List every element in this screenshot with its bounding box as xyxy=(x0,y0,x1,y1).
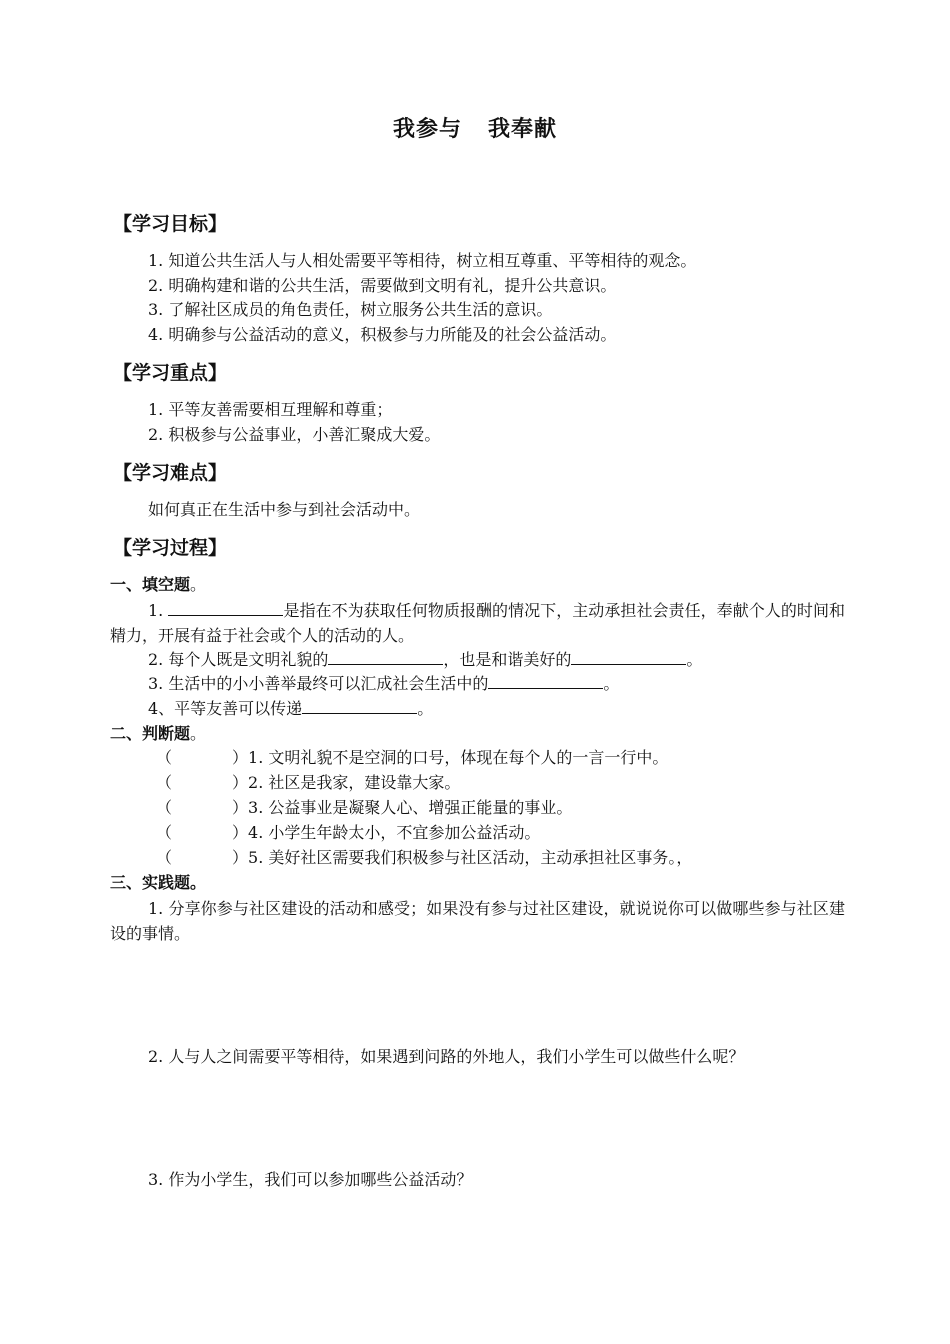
practice-question-1: 1. 分享你参与社区建设的活动和感受；如果没有参与过社区建设，就说说你可以做哪些参与社区建设的事情。 xyxy=(110,899,845,943)
answer-blank[interactable] xyxy=(488,674,603,689)
practice-label: 三、实践题。 xyxy=(110,873,207,892)
title-part-2: 我奉献 xyxy=(488,116,558,142)
key-point-item: 1. 平等友善需要相互理解和尊重； xyxy=(148,400,393,419)
difficulties-heading: 【学习难点】 xyxy=(113,462,228,484)
difficulty-text: 如何真正在生活中参与到社会活动中。 xyxy=(148,500,421,519)
judgment-item: （ ）4. 小学生年龄太小，不宜参加公益活动。 xyxy=(156,823,541,842)
title-part-1: 我参与 xyxy=(392,116,462,142)
objective-item: 2. 明确构建和谐的公共生活，需要做到文明有礼，提升公共意识。 xyxy=(148,276,617,295)
judgment-label: 二、判断题。 xyxy=(110,724,207,743)
key-point-item: 2. 积极参与公益事业，小善汇聚成大爱。 xyxy=(148,425,441,444)
practice-question-3: 3. 作为小学生，我们可以参加哪些公益活动？ xyxy=(148,1170,473,1189)
fill-blank-question-3: 3. 生活中的小小善举最终可以汇成社会生活中的 。 xyxy=(148,674,620,693)
key-points-heading: 【学习重点】 xyxy=(113,362,228,384)
answer-blank[interactable] xyxy=(168,601,283,616)
objective-item: 4. 明确参与公益活动的意义，积极参与力所能及的社会公益活动。 xyxy=(148,325,617,344)
process-heading: 【学习过程】 xyxy=(113,537,228,559)
fill-blank-question-4: 4、平等友善可以传递 。 xyxy=(148,699,434,718)
fill-blank-question-2: 2. 每个人既是文明礼貌的 ，也是和谐美好的 。 xyxy=(148,650,703,669)
answer-blank[interactable] xyxy=(571,650,686,665)
judgment-item: （ ）1. 文明礼貌不是空洞的口号，体现在每个人的一言一行中。 xyxy=(156,748,669,767)
objective-item: 3. 了解社区成员的角色责任，树立服务公共生活的意识。 xyxy=(148,300,553,319)
answer-blank[interactable] xyxy=(328,650,443,665)
judgment-item: （ ）2. 社区是我家，建设靠大家。 xyxy=(156,773,461,792)
objectives-heading: 【学习目标】 xyxy=(113,213,228,235)
judgment-item: （ ）5. 美好社区需要我们积极参与社区活动，主动承担社区事务。， xyxy=(156,848,693,867)
practice-question-2: 2. 人与人之间需要平等相待，如果遇到问路的外地人，我们小学生可以做些什么呢？ xyxy=(148,1047,745,1066)
page-title xyxy=(0,112,950,143)
objective-item: 1. 知道公共生活人与人相处需要平等相待，树立相互尊重、平等相待的观念。 xyxy=(148,251,697,270)
fill-blank-label: 一、填空题。 xyxy=(110,575,207,594)
judgment-item: （ ）3. 公益事业是凝聚人心、增强正能量的事业。 xyxy=(156,798,573,817)
answer-blank[interactable] xyxy=(302,699,417,714)
fill-blank-question-1: 1. 是指在不为获取任何物质报酬的情况下，主动承担社会责任，奉献个人的时间和精力，开展有益于社会或个人的活动的人。 xyxy=(110,601,845,645)
